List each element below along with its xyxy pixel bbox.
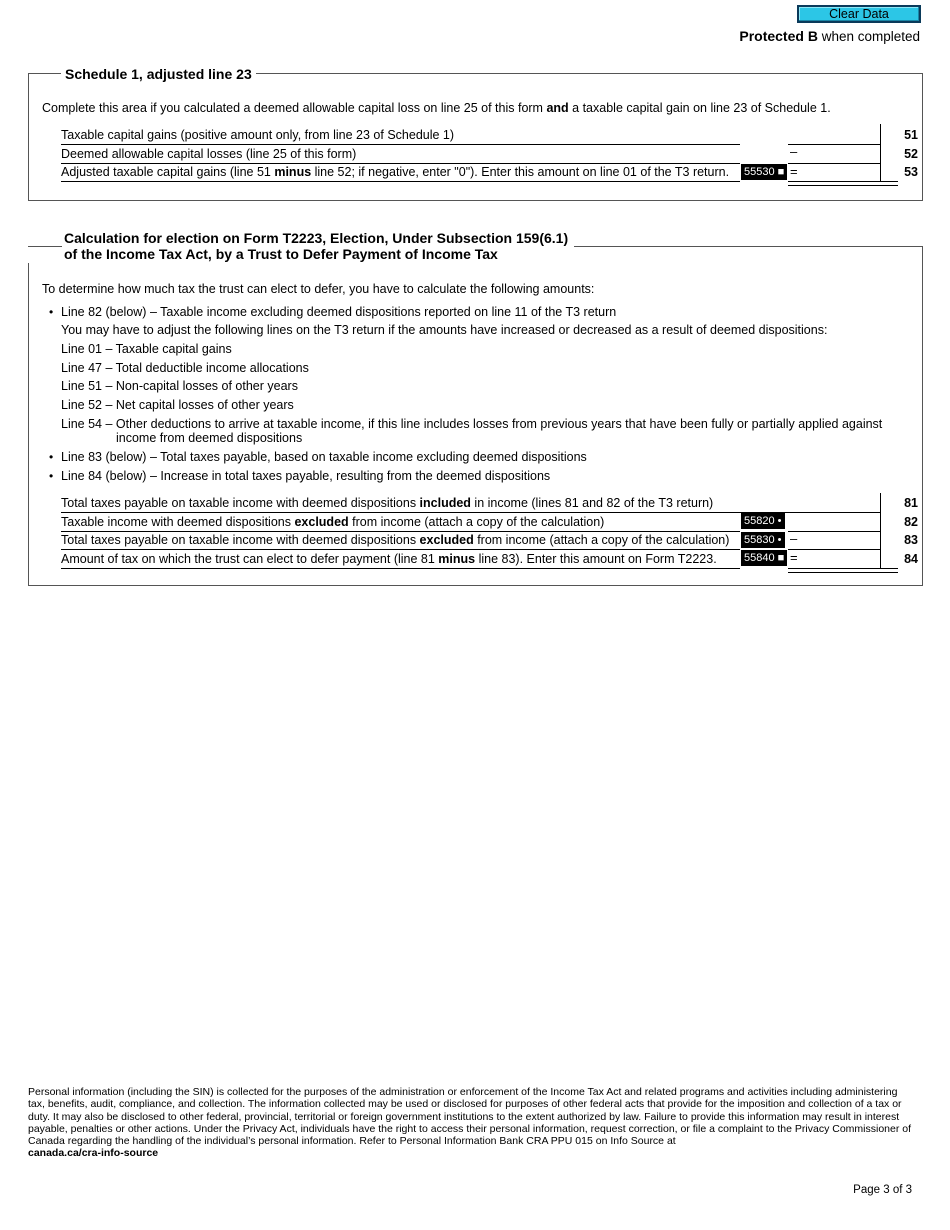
schedule1-title: Schedule 1, adjusted line 23 — [61, 66, 256, 82]
schedule1-intro-part2: a taxable capital gain on line 23 of Schedule 1. — [568, 101, 831, 115]
line53-double-underline — [788, 185, 898, 186]
election-intro: To determine how much tax the trust can elect to defer, you have to calculate the following amounts: — [42, 282, 595, 296]
line52-number: 52 — [904, 147, 918, 161]
page-number: Page 3 of 3 — [853, 1184, 912, 1196]
schedule1-intro — [42, 101, 831, 115]
line53-label-underline — [61, 181, 740, 182]
line52-minus-sign: – — [790, 144, 798, 159]
line84-number: 84 — [904, 552, 918, 566]
adjust-line-54-part2: income from deemed dispositions — [116, 431, 303, 445]
line82-label-part1: Taxable income with deemed dispositions — [61, 515, 295, 529]
line52-amount-field[interactable] — [788, 163, 880, 164]
line83-field-code: 55830 • — [741, 532, 785, 548]
election-title — [30, 230, 574, 262]
schedule1-intro-bold: and — [546, 101, 569, 115]
bullet-2-text: Line 83 (below) – Total taxes payable, based on taxable income excluding deemed dispositions — [61, 450, 587, 464]
adjust-line-52: Line 52 – Net capital losses of other years — [61, 398, 294, 412]
privacy-notice — [28, 1086, 916, 1160]
line82-label-part2: from income (attach a copy of the calculation) — [348, 515, 605, 529]
bullet-3-text: Line 84 (below) – Increase in total taxes payable, resulting from the deemed dispositions — [61, 469, 551, 483]
bullet-1-marker: • — [49, 305, 54, 319]
line83-label-part1: Total taxes payable on taxable income with deemed dispositions — [61, 533, 420, 547]
line84-double-underline — [788, 572, 898, 573]
line51-label: Taxable capital gains (positive amount only, from line 23 of Schedule 1) — [61, 128, 455, 142]
line82-label-bold: excluded — [294, 515, 349, 529]
election-title-line2: of the Income Tax Act, by a Trust to Defer Payment of Income Tax — [64, 246, 498, 262]
protected-b-notice — [739, 28, 920, 44]
line84-field-code: 55840 ■ — [741, 550, 787, 566]
line53-amount-field[interactable] — [788, 181, 898, 182]
line84-label-bold: minus — [438, 552, 476, 566]
adjust-note: You may have to adjust the following lines on the T3 return if the amounts have increased or decreased as a result of deemed dispositions: — [61, 323, 828, 337]
line83-label-part2: from income (attach a copy of the calculation) — [473, 533, 730, 547]
line82-label-underline — [61, 531, 740, 532]
election-top-left-rule — [28, 246, 62, 247]
line81-label-bold: included — [419, 496, 471, 510]
line81-number: 81 — [904, 496, 918, 510]
line83-amount-field[interactable] — [788, 549, 880, 550]
line81-label-part2: in income (lines 81 and 82 of the T3 return) — [470, 496, 714, 510]
line84-equals-sign: = — [790, 550, 798, 565]
adjust-line-01: Line 01 – Taxable capital gains — [61, 342, 232, 356]
info-source-link[interactable]: canada.ca/cra-info-source — [28, 1147, 159, 1160]
line51-amount-field[interactable] — [788, 144, 880, 145]
protected-b-label: Protected B — [739, 28, 818, 44]
line84-amount-field[interactable] — [788, 568, 898, 569]
bullet-2-marker: • — [49, 450, 54, 464]
line84-label — [61, 552, 717, 566]
line51-label-underline — [61, 144, 740, 145]
line81-label — [61, 496, 713, 510]
line83-label-underline — [61, 549, 740, 550]
line84-label-underline — [61, 568, 740, 569]
adjust-line-54-part1: Line 54 – Other deductions to arrive at taxable income, if this line includes losses from previous years that have been fully or partially applied against — [61, 417, 883, 431]
line52-label: Deemed allowable capital losses (line 25 of this form) — [61, 147, 357, 161]
line82-amount-field[interactable] — [788, 531, 880, 532]
adjust-line-51: Line 51 – Non-capital losses of other years — [61, 379, 298, 393]
line82-number: 82 — [904, 515, 918, 529]
privacy-notice-text: Personal information (including the SIN) is collected for the purposes of the administration or enforcement of the Income Tax Act and related programs and activities including administering tax, benefits, audit, compliance, and collection. The information collected may be used or disclosed for purposes of other federal acts that provide for the imposition and collection of a tax or duty. It may also be disclosed to other federal, provincial, territorial or foreign government institutions to the extent authorized by law. Failure to provide this information may result in interest payable, penalties or other actions. Under the Privacy Act, individuals have the right to access their personal information, request correction, or file a complaint to the Privacy Commissioner of Canada regarding the handling of the individual’s personal information. Refer to Personal Information Bank CRA PPU 015 on Info Source at — [28, 1086, 912, 1148]
protected-b-suffix: when completed — [817, 29, 920, 44]
line52-label-underline — [61, 163, 740, 164]
line84-label-part2: line 83). Enter this amount on Form T2223. — [475, 552, 717, 566]
election-title-gap — [28, 247, 30, 263]
line53-field-code: 55530 ■ — [741, 164, 787, 180]
line51-number: 51 — [904, 128, 918, 142]
schedule1-intro-part1: Complete this area if you calculated a deemed allowable capital loss on line 25 of this form — [42, 101, 547, 115]
schedule1-amount-column-divider — [880, 124, 881, 182]
line83-number: 83 — [904, 533, 918, 547]
line81-label-underline — [61, 512, 740, 513]
line53-label-part2: line 52; if negative, enter "0"). Enter this amount on line 01 of the T3 return. — [311, 165, 730, 179]
adjust-line-47: Line 47 – Total deductible income allocations — [61, 361, 309, 375]
line53-number: 53 — [904, 165, 918, 179]
line83-minus-sign: – — [790, 531, 798, 546]
clear-data-button[interactable]: Clear Data — [797, 5, 921, 23]
line53-label-part1: Adjusted taxable capital gains (line 51 — [61, 165, 275, 179]
election-title-rule — [574, 246, 923, 247]
line84-label-part1: Amount of tax on which the trust can elect to defer payment (line 81 — [61, 552, 439, 566]
line53-label-bold: minus — [274, 165, 312, 179]
line53-label — [61, 165, 729, 179]
election-amount-column-divider — [880, 493, 881, 569]
election-title-line1: Calculation for election on Form T2223, Election, Under Subsection 159(6.1) — [64, 230, 569, 246]
bullet-1-text: Line 82 (below) – Taxable income excluding deemed dispositions reported on line 11 of the T3 return — [61, 305, 617, 319]
line81-label-part1: Total taxes payable on taxable income with deemed dispositions — [61, 496, 420, 510]
line83-label — [61, 533, 729, 547]
line53-equals-sign: = — [790, 164, 798, 179]
line82-label — [61, 515, 604, 529]
line82-field-code: 55820 • — [741, 513, 785, 529]
line83-label-bold: excluded — [419, 533, 474, 547]
bullet-3-marker: • — [49, 469, 54, 483]
